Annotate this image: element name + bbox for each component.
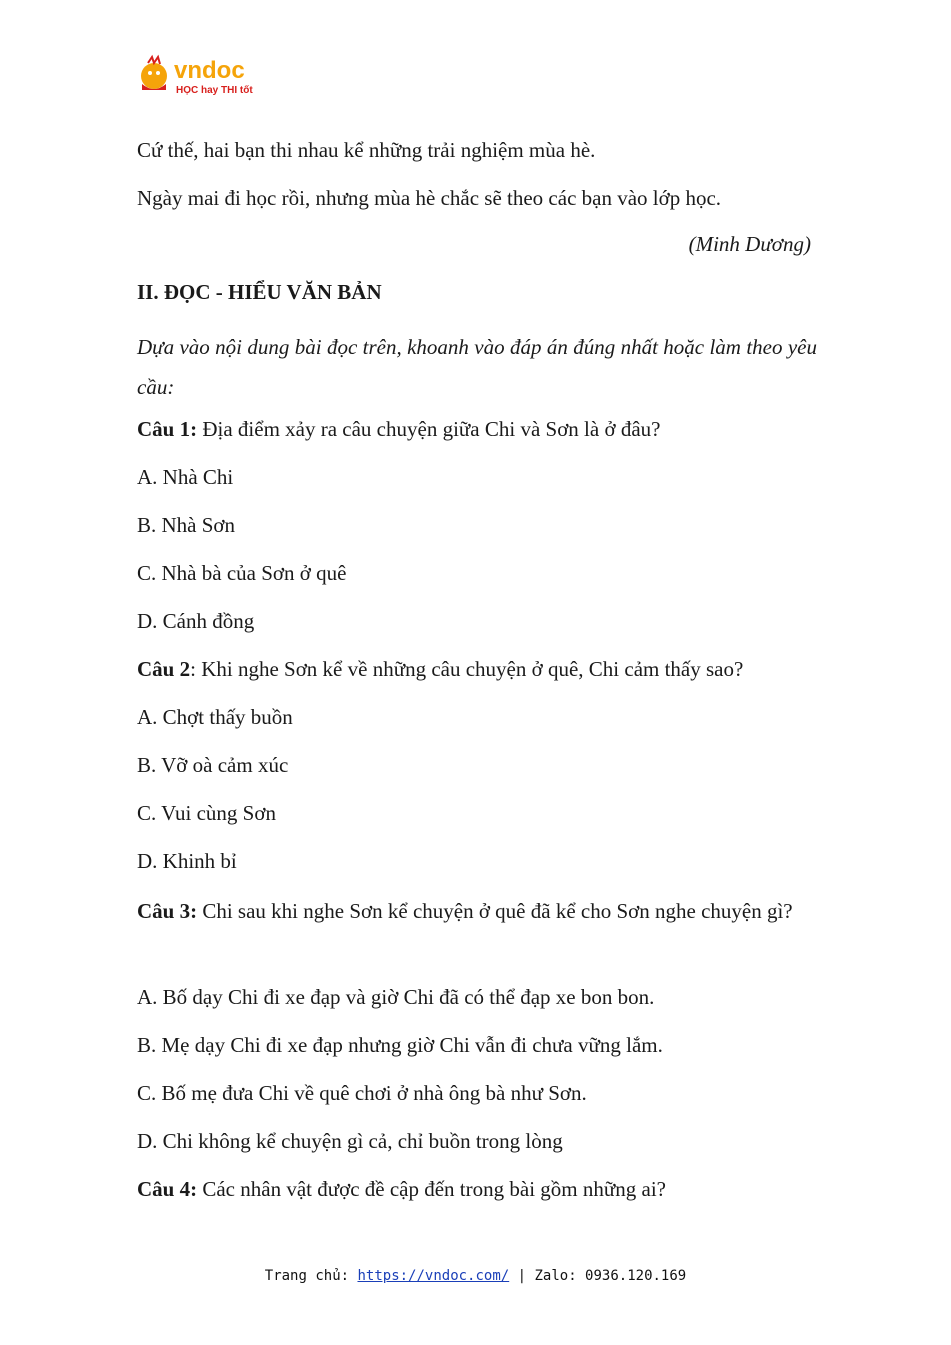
footer-zalo: | Zalo: 0936.120.169 xyxy=(509,1268,687,1284)
logo-tagline: HỌC hay THI tốt xyxy=(176,85,253,96)
question-text: Địa điểm xảy ra câu chuyện giữa Chi và Sơn là ở đâu? xyxy=(197,417,661,441)
option[interactable]: A. Chợt thấy buồn xyxy=(137,705,293,729)
question-label: Câu 3: xyxy=(137,899,198,923)
question-text: Các nhân vật được đề cập đến trong bài gồm những ai? xyxy=(197,1177,666,1201)
option[interactable]: A. Bố dạy Chi đi xe đạp và giờ Chi đã có thể đạp xe bon bon. xyxy=(137,985,655,1009)
question-label: Câu 2 xyxy=(137,657,191,681)
author: (Minh Dương) xyxy=(688,232,811,256)
option[interactable]: B. Nhà Sơn xyxy=(137,513,236,537)
question-label: Câu 1: xyxy=(137,417,198,441)
question-label: Câu 4: xyxy=(137,1177,198,1201)
option[interactable]: C. Nhà bà của Sơn ở quê xyxy=(137,561,347,585)
vndoc-logo[interactable] xyxy=(136,54,266,98)
instruction: Dựa vào nội dung bài đọc trên, khoanh vào đáp án đúng nhất hoặc làm theo yêu cầu: xyxy=(137,335,817,399)
story-line: Cứ thế, hai bạn thi nhau kể những trải nghiệm mùa hè. xyxy=(137,138,596,162)
question-3 xyxy=(137,892,817,930)
question-2 xyxy=(137,655,743,683)
question-text: : Khi nghe Sơn kể về những câu chuyện ở quê, Chi cảm thấy sao? xyxy=(190,657,744,681)
option[interactable]: B. Mẹ dạy Chi đi xe đạp nhưng giờ Chi vẫn đi chưa vững lắm. xyxy=(137,1033,663,1057)
story-line: Ngày mai đi học rồi, nhưng mùa hè chắc sẽ theo các bạn vào lớp học. xyxy=(137,186,722,210)
footer-prefix: Trang chủ: xyxy=(264,1268,358,1284)
question-text: Chi sau khi nghe Sơn kể chuyện ở quê đã kể cho Sơn nghe chuyện gì? xyxy=(197,899,793,923)
option[interactable]: D. Chi không kể chuyện gì cả, chỉ buồn trong lòng xyxy=(137,1129,563,1153)
mascot-icon xyxy=(141,57,167,90)
homepage-link[interactable]: https://vndoc.com/ xyxy=(357,1268,510,1284)
logo-brand: vndoc xyxy=(174,57,245,84)
section-title: II. ĐỌC - HIỂU VĂN BẢN xyxy=(137,280,382,304)
option[interactable]: D. Cánh đồng xyxy=(137,609,255,633)
question-1 xyxy=(137,415,660,443)
option[interactable]: B. Vỡ oà cảm xúc xyxy=(137,753,289,777)
question-4 xyxy=(137,1175,666,1203)
option[interactable]: C. Vui cùng Sơn xyxy=(137,801,276,825)
option[interactable]: A. Nhà Chi xyxy=(137,465,234,489)
option[interactable]: D. Khinh bỉ xyxy=(137,849,237,873)
option[interactable]: C. Bố mẹ đưa Chi về quê chơi ở nhà ông bà như Sơn. xyxy=(137,1081,587,1105)
footer xyxy=(0,1268,951,1284)
